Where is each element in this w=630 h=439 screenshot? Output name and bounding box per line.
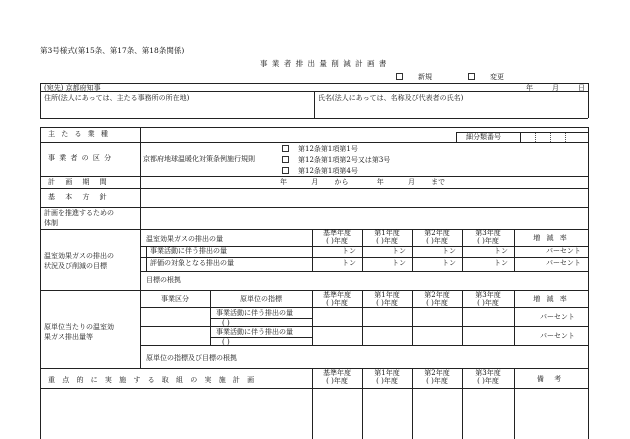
col-head: 第1年度 [374, 229, 400, 237]
basic-policy-label: 基 本 方 針 [48, 193, 111, 201]
intensity-col-base [312, 292, 362, 307]
form-number: 第3号様式(第15条、第17条、第18条関係) [40, 46, 185, 55]
measures-col-2 [412, 370, 462, 385]
rule [40, 83, 41, 118]
period-start-year: 年 [280, 178, 287, 186]
new-checkbox[interactable] [396, 73, 403, 80]
rule [520, 132, 521, 142]
ghg-col-1 [362, 230, 412, 245]
ghg-rate-header: 増 減 率 [533, 234, 569, 242]
col-head: 基準年度 [323, 229, 351, 237]
rule [140, 257, 588, 258]
percent-unit: パーセント [540, 313, 575, 321]
col-year: ( )年度 [376, 237, 398, 245]
col-year: ( )年度 [477, 377, 499, 385]
col-head: 第1年度 [374, 291, 400, 299]
measures-remarks-header: 備 考 [536, 375, 566, 383]
period-label-text: 計 画 期 間 [48, 178, 111, 186]
category-option-label: 第12条第1項第2号又は第3号 [298, 155, 391, 164]
subclass-number-label: 細分類番号 [466, 133, 501, 141]
period-from: から [334, 178, 349, 186]
ghg-row-business-emissions: 事業活動に伴う排出の量 [150, 247, 227, 255]
ghg-col-base [312, 230, 362, 245]
rule [140, 326, 588, 327]
intensity-row-1: 事業活動に伴う排出の量 [216, 309, 293, 317]
measures-label: 重 点 的 に 実 施 す る 取 組 の 実 施 計 画 [48, 376, 257, 384]
col-year: ( )年度 [426, 377, 448, 385]
category-checkbox-2[interactable] [282, 156, 289, 163]
col-year: ( )年度 [426, 299, 448, 307]
rule [40, 176, 588, 177]
date-day: 日 [578, 84, 585, 92]
intensity-row-2: 事業活動に伴う排出の量 [216, 328, 293, 336]
category-option-2 [282, 156, 390, 164]
rule [40, 188, 588, 189]
period-end-month: 月 [407, 178, 415, 186]
ton-unit: トン [494, 259, 508, 267]
new-checkbox-row [396, 73, 432, 81]
system-label-1: 計画を推進するための [44, 209, 114, 217]
rule [456, 132, 457, 142]
intensity-basis: 原単位の指標及び目標の根拠 [146, 354, 237, 362]
category-option-1 [282, 145, 358, 153]
date-year: 年 [526, 84, 533, 92]
main-business-label: 主 た る 業 種 [48, 130, 110, 138]
period-end-year: 年 [376, 178, 384, 186]
col-year: ( )年度 [326, 237, 348, 245]
rule [588, 127, 589, 439]
category-checkbox-3[interactable] [282, 167, 289, 174]
new-label: 新規 [418, 72, 432, 81]
measures-col-3 [462, 370, 514, 385]
ton-unit: トン [342, 247, 356, 255]
ton-unit: トン [342, 259, 356, 267]
ghg-label-1: 温室効果ガスの排出の [44, 252, 114, 260]
category-option-label: 第12条第1項第1号 [298, 144, 358, 153]
category-option-3 [282, 167, 358, 175]
ton-unit: トン [494, 247, 508, 255]
intensity-row-2-paren: ( ) [222, 338, 230, 346]
col-head: 第2年度 [424, 229, 450, 237]
col-year: ( )年度 [326, 377, 348, 385]
ton-unit: トン [442, 259, 456, 267]
rule [140, 271, 588, 272]
intensity-category-header: 事業区分 [161, 295, 189, 303]
rule [40, 290, 588, 291]
category-label: 事 業 者 の 区 分 [48, 154, 113, 162]
rule [140, 345, 588, 346]
percent-unit: パーセント [546, 259, 581, 267]
ghg-col-3 [462, 230, 514, 245]
col-head: 基準年度 [323, 369, 351, 377]
category-option-label: 第12条第1項第4号 [298, 166, 358, 175]
col-head: 第2年度 [424, 369, 450, 377]
col-year: ( )年度 [477, 237, 499, 245]
change-checkbox-row [468, 73, 504, 81]
rule [40, 83, 588, 84]
date-month: 月 [552, 84, 559, 92]
change-label: 変更 [490, 72, 504, 81]
system-label-2: 体制 [44, 219, 58, 227]
rule [40, 142, 588, 143]
intensity-label-1: 原単位当たりの温室効 [44, 323, 114, 331]
percent-unit: パーセント [546, 247, 581, 255]
measures-col-1 [362, 370, 412, 385]
col-head: 第3年度 [475, 369, 501, 377]
col-year: ( )年度 [477, 299, 499, 307]
rule [146, 246, 147, 271]
ghg-col-2 [412, 230, 462, 245]
col-head: 第3年度 [475, 291, 501, 299]
percent-unit: パーセント [540, 332, 575, 340]
col-head: 基準年度 [323, 291, 351, 299]
col-year: ( )年度 [376, 377, 398, 385]
name-label: 氏名(法人にあっては、名称及び代表者の氏名) [318, 94, 464, 102]
period-to: まで [431, 178, 446, 186]
rule [40, 207, 588, 208]
ton-unit: トン [392, 259, 406, 267]
address-label: 住所(法人にあっては、主たる事務所の所在地) [44, 94, 190, 102]
rule [588, 83, 589, 118]
rule [40, 388, 588, 389]
col-year: ( )年度 [326, 299, 348, 307]
intensity-col-3 [462, 292, 514, 307]
category-checkbox-1[interactable] [282, 145, 289, 152]
rule [40, 118, 588, 119]
category-regulation: 京都府地球温暖化対策条例施行規則 [143, 155, 255, 163]
page-title: 事 業 者 排 出 量 削 減 計 画 書 [260, 59, 388, 68]
main-business-input[interactable] [142, 129, 442, 141]
rule [314, 91, 315, 118]
col-year: ( )年度 [376, 299, 398, 307]
ton-unit: トン [392, 247, 406, 255]
intensity-col-1 [362, 292, 412, 307]
ghg-amount-label: 温室効果ガスの排出の量 [146, 235, 223, 243]
col-head: 第1年度 [374, 369, 400, 377]
rule [40, 127, 41, 439]
period-start-month: 月 [311, 178, 319, 186]
rule [40, 368, 588, 369]
addressee: (宛先) 京都府知事 [44, 84, 101, 92]
period-label [48, 179, 132, 186]
ghg-row-evaluated-emissions: 評価の対象となる排出の量 [150, 259, 234, 267]
rule [140, 127, 141, 368]
rule [40, 127, 588, 128]
change-checkbox[interactable] [468, 73, 475, 80]
period-text [280, 179, 445, 186]
measures-col-base [312, 370, 362, 385]
intensity-index-header: 原単位の指標 [240, 295, 282, 303]
intensity-row-1-paren: ( ) [222, 319, 230, 327]
col-head: 第3年度 [475, 229, 501, 237]
ghg-label-2: 状況及び削減の目標 [44, 262, 107, 270]
intensity-rate-header: 増 減 率 [533, 295, 569, 303]
col-year: ( )年度 [426, 237, 448, 245]
ton-unit: トン [442, 247, 456, 255]
col-head: 第2年度 [424, 291, 450, 299]
intensity-col-2 [412, 292, 462, 307]
ghg-target-basis: 目標の根拠 [146, 276, 181, 284]
intensity-label-2: 果ガス排出量等 [44, 333, 93, 341]
rule [140, 307, 588, 308]
